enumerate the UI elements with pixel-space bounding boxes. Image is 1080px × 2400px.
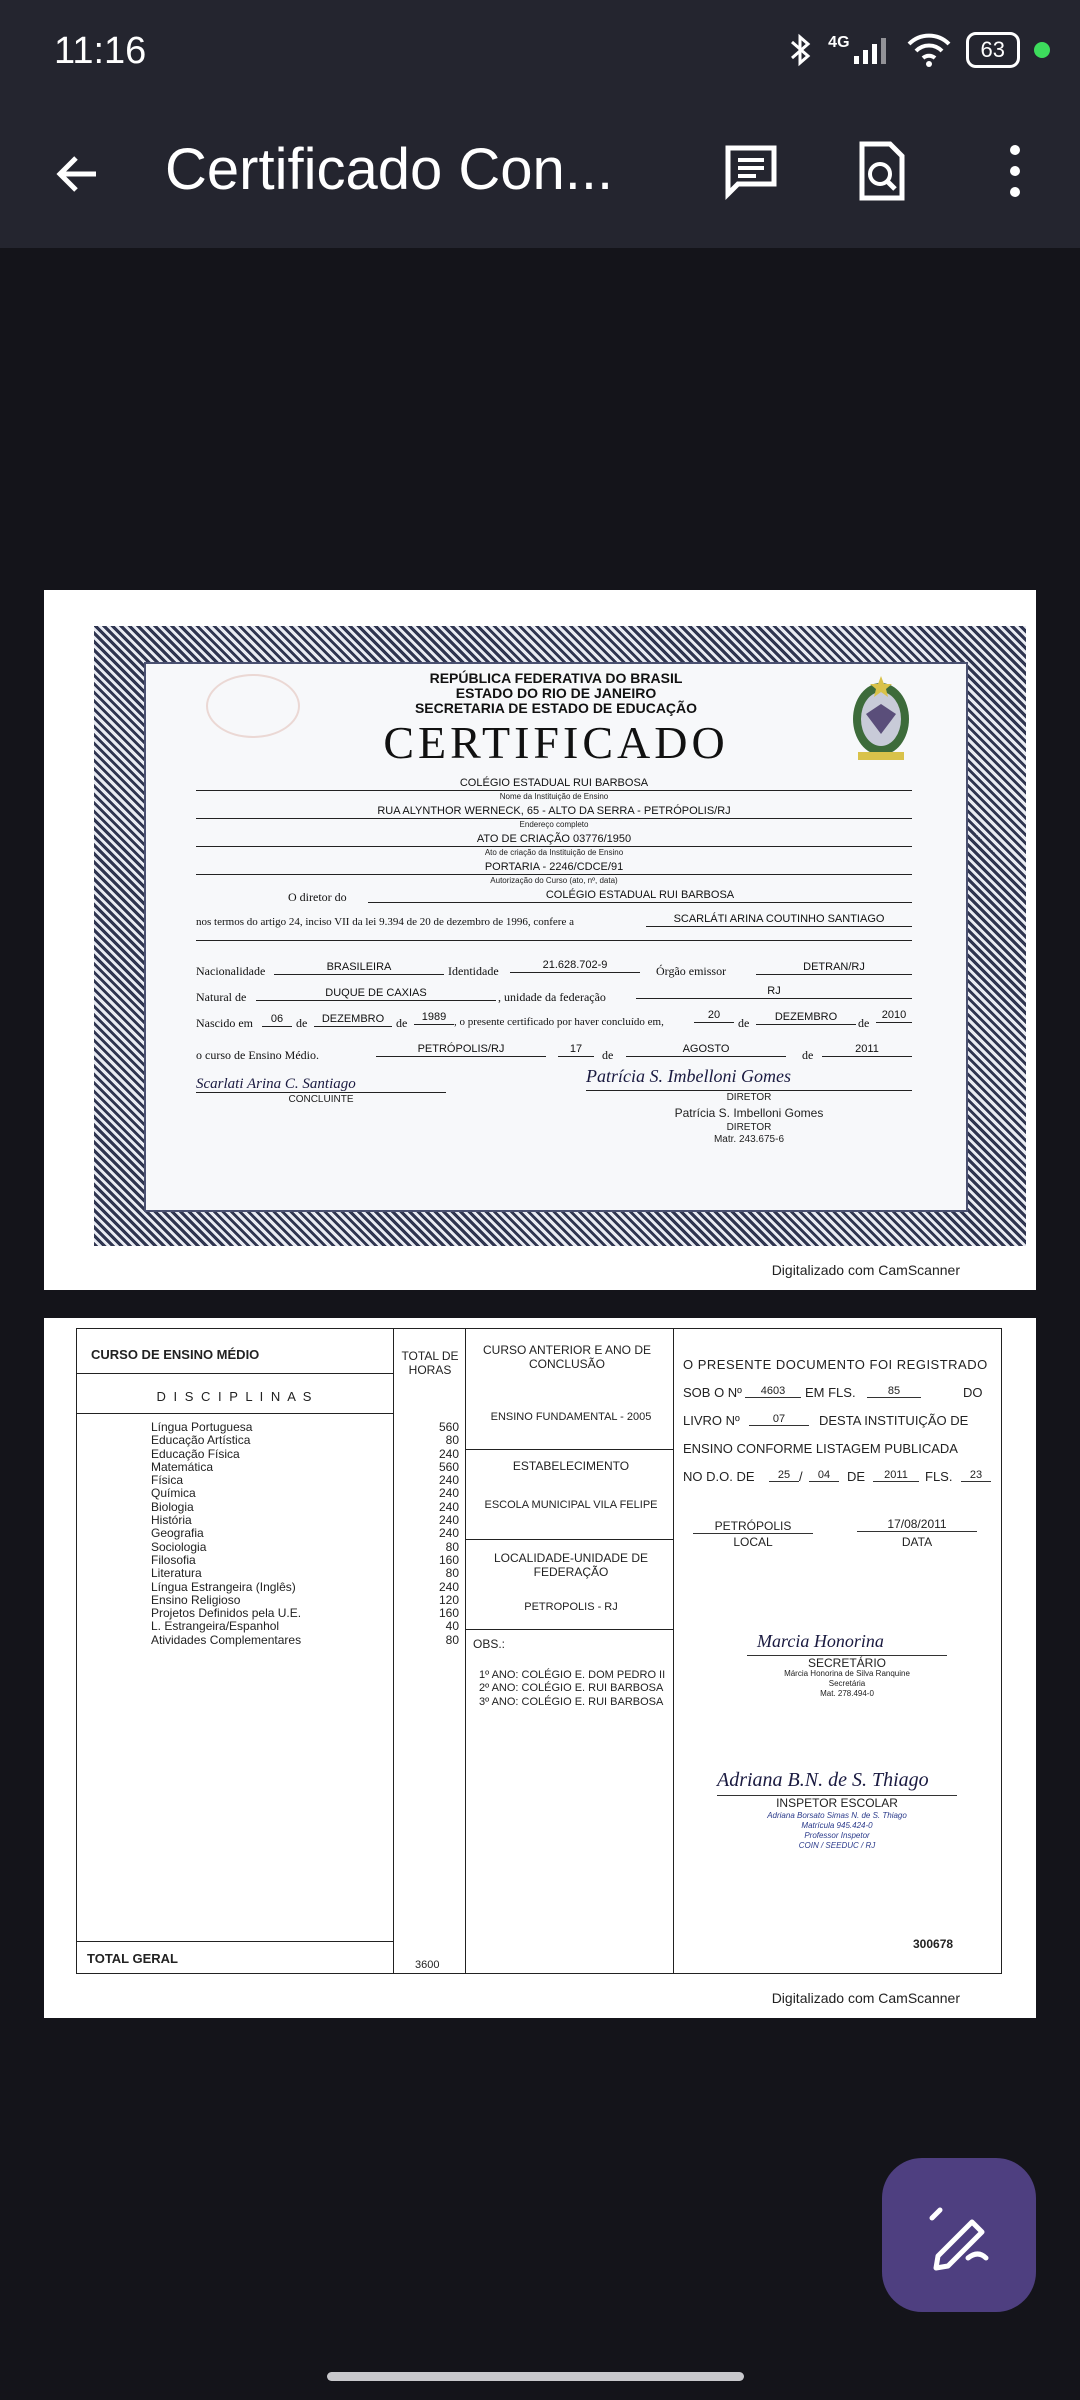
director-school: COLÉGIO ESTADUAL RUI BARBOSA	[368, 888, 912, 903]
school-name: COLÉGIO ESTADUAL RUI BARBOSA	[196, 776, 912, 791]
hours-item: 240	[438, 1513, 459, 1528]
hours-item: 160	[438, 1606, 459, 1621]
registry-livro-label: LIVRO Nº	[683, 1413, 740, 1428]
comment-icon[interactable]	[720, 140, 782, 202]
discipline-item: Atividades Complementares	[151, 1632, 302, 1647]
issuer-label: Órgão emissor	[656, 964, 727, 978]
discipline-item: Biologia	[151, 1499, 194, 1514]
search-document-icon[interactable]	[852, 140, 912, 202]
hours-item: 240	[438, 1473, 459, 1488]
act-caption: Ato de criação da Instituição de Ensino	[484, 848, 624, 857]
discipline-item: Literatura	[151, 1566, 202, 1581]
document-page-2[interactable]	[44, 1318, 1036, 2018]
hours-title: TOTAL DE HORAS	[401, 1349, 459, 1377]
de-5: de	[602, 1048, 614, 1062]
hours-item: 240	[438, 1526, 459, 1541]
registry-sob-label: SOB O Nº	[683, 1385, 742, 1400]
grid-divider	[465, 1329, 466, 1973]
registry-fls: 85	[867, 1385, 921, 1398]
discipline-item: Projetos Definidos pela U.E.	[151, 1606, 302, 1621]
back-arrow-icon[interactable]	[50, 146, 106, 202]
registry-do-date-label: NO D.O. DE	[683, 1469, 755, 1484]
school-caption: Nome da Instituição de Ensino	[499, 792, 609, 801]
secretary-role: Secretária	[828, 1679, 866, 1688]
director-stamp-matr: Matr. 243.675-6	[713, 1134, 785, 1145]
concluded-month: DEZEMBRO	[756, 1010, 856, 1025]
registry-line-4: ENSINO CONFORME LISTAGEM PUBLICADA	[683, 1441, 958, 1456]
grid-divider	[465, 1629, 673, 1630]
status-icons	[788, 32, 1050, 68]
discipline-item: Química	[151, 1486, 196, 1501]
discipline-item: Língua Estrangeira (Inglês)	[151, 1579, 296, 1594]
director-stamp-name: Patrícia S. Imbelloni Gomes	[674, 1106, 824, 1120]
portaria: PORTARIA - 2246/CDCE/91	[196, 860, 912, 875]
bluetooth-icon	[788, 33, 814, 67]
certificate-body	[144, 662, 968, 1212]
law-text: nos termos do artigo 24, inciso VII da lei 9.394 de 20 de dezembro de 1996, confere a	[196, 916, 574, 928]
hours-item: 240	[438, 1579, 459, 1594]
inspector-info: Matrícula 945.424-0	[801, 1821, 873, 1830]
discipline-item: Língua Portuguesa	[151, 1420, 253, 1434]
discipline-item: Ensino Religioso	[151, 1592, 241, 1607]
wifi-icon	[906, 33, 952, 67]
born-month: DEZEMBRO	[314, 1012, 392, 1027]
prev-course-title: CURSO ANTERIOR E ANO DE CONCLUSÃO	[482, 1343, 652, 1371]
course-text: o curso de Ensino Médio.	[196, 1048, 319, 1062]
obs-list	[479, 1669, 665, 1709]
estab-value: ESCOLA MUNICIPAL VILA FELIPE	[484, 1499, 658, 1511]
discipline-item: História	[151, 1513, 192, 1528]
concluded-day: 20	[694, 1008, 734, 1023]
director-label: O diretor do	[288, 890, 347, 904]
obs-title: OBS.:	[473, 1637, 506, 1651]
place-value: PETRÓPOLIS	[693, 1519, 813, 1534]
header-republic: REPÚBLICA FEDERATIVA DO BRASIL	[429, 670, 683, 686]
inspector-role: Professor Inspetor	[804, 1831, 870, 1840]
registry-do-label: DO	[963, 1385, 983, 1400]
hours-list	[397, 1421, 459, 1647]
discipline-item: Sociologia	[151, 1539, 207, 1554]
document-title: Certificado Con...	[165, 137, 614, 202]
total-label: TOTAL GERAL	[87, 1951, 178, 1966]
registry-line-1: O PRESENTE DOCUMENTO FOI REGISTRADO	[683, 1357, 988, 1372]
signal-icon	[852, 34, 892, 66]
obs-item: 1º ANO: COLÉGIO E. DOM PEDRO II	[479, 1669, 666, 1681]
hours-item: 80	[445, 1539, 459, 1554]
transcript-table: CURSO DE ENSINO MÉDIO D I S C I P L I N A S TOTAL DE HORAS Língua Portuguesa Educação Artística Educação Física Matemática Física Química Biologia História Geografia Sociologia Filosofia Literatura Língua Estrangeira (Inglês) Ensino Religioso Projetos Definidos pela U.E. L. Estrangeira/Espanhol Atividades Complementares 560 80 240 560 240 240 240 240 240 80 160 80 240 120 160 40 80 TOTAL GERAL 3600 CURSO ANTERIOR E ANO DE CONCLUSÃO ENSINO FUNDAMENTAL - 2005 ESTABELECIMENTO ESCOLA MUNICIPAL VILA FELIPE LOCALIDADE-UNIDADE DE FEDERAÇÃO PETROPOLIS - RJ OBS.: 1º ANO: COLÉGIO E. DOM PEDRO II 2º ANO: COLÉGIO E. RUI BARBOSA 3º ANO: COLÉGIO E. RUI BARBOSA O PRESENTE DOCUMENTO FOI REGISTRADO SOB O Nº 4603 EM FLS. 85 DO LIVRO Nº 07 DESTA INSTITUIÇÃO DE ENSINO CONFORME LISTAGEM PUBLICADA NO D.O. DE 25 / 04 DE 2011 FLS. 23 PETRÓPOLIS LOCAL 17/08/2011 DATA Marcia Honorina SECRETÁRIO Márcia Honorina de Silva Ranquine Secretária Mat. 278.494-0 Adriana B.N. de S. Thiago INSPETOR ESCOLAR Adriana Borsato Simas N. de S. Thiago Matrícula 945.424-0 Professor Inspetor COIN / SEEDUC / RJ 300678	[76, 1328, 1002, 1974]
student-signature: Scarlati Arina C. Santiago	[196, 1076, 356, 1092]
hours-item: 160	[438, 1552, 459, 1567]
concluded-year: 2010	[876, 1008, 912, 1023]
born-year: 1989	[414, 1010, 454, 1025]
discipline-item: L. Estrangeira/Espanhol	[151, 1619, 280, 1634]
date-year: 2011	[822, 1042, 912, 1057]
de-1: de	[296, 1016, 308, 1030]
director-signature: Patrícia S. Imbelloni Gomes	[586, 1066, 791, 1086]
secretary-name: Márcia Honorina de Silva Ranquine	[784, 1669, 910, 1678]
header-state: ESTADO DO RIO DE JANEIRO	[455, 685, 657, 701]
hours-item: 120	[438, 1592, 459, 1607]
de-2: de	[396, 1016, 408, 1030]
blank-line	[196, 940, 912, 941]
hours-item: 80	[445, 1566, 459, 1581]
identity-value: 21.628.702-9	[510, 958, 640, 973]
de-4: de	[858, 1016, 870, 1030]
hours-item: 40	[445, 1619, 459, 1634]
registry-line-3: DESTA INSTITUIÇÃO DE	[819, 1413, 969, 1428]
place-value: PETRÓPOLIS/RJ	[376, 1042, 546, 1057]
inspector-label: INSPETOR ESCOLAR	[717, 1795, 957, 1810]
de-6: de	[802, 1048, 814, 1062]
hours-item: 560	[438, 1420, 459, 1434]
de-3: de	[738, 1016, 750, 1030]
do-fls: 23	[961, 1469, 991, 1482]
do-fls-label: FLS.	[925, 1469, 953, 1484]
natural-value: DUQUE DE CAXIAS	[256, 986, 496, 1001]
inspector-coord: COIN / SEEDUC / RJ	[798, 1841, 876, 1850]
discipline-item: Geografia	[151, 1526, 204, 1541]
app-toolbar	[0, 110, 1080, 248]
hours-item: 80	[445, 1632, 459, 1647]
document-number: 300678	[913, 1937, 954, 1951]
grid-divider	[77, 1941, 393, 1942]
concluded-text: , o presente certificado por haver concluído em,	[454, 1016, 664, 1028]
nationality-value: BRASILEIRA	[274, 960, 444, 975]
discipline-item: Educação Artística	[151, 1433, 251, 1448]
pen-edit-icon	[882, 2158, 1036, 2312]
director-stamp-role: DIRETOR	[726, 1122, 772, 1133]
do-day: 25	[769, 1469, 799, 1482]
concluinte-label: CONCLUINTE	[288, 1094, 354, 1105]
disciplines-list	[151, 1421, 301, 1647]
inspector-name: Adriana Borsato Simas N. de S. Thiago	[767, 1811, 907, 1820]
more-vert-icon[interactable]	[1000, 140, 1030, 202]
date-label: DATA	[901, 1535, 933, 1549]
do-de-label: DE	[847, 1469, 866, 1484]
hours-item: 80	[445, 1433, 459, 1448]
discipline-item: Filosofia	[151, 1552, 196, 1567]
secretary-label: SECRETÁRIO	[747, 1655, 947, 1670]
status-time: 11:16	[54, 30, 147, 72]
header-secretariat: SECRETARIA DE ESTADO DE EDUCAÇÃO	[414, 700, 698, 716]
registry-em-fls-label: EM FLS.	[805, 1385, 856, 1400]
discipline-item: Física	[151, 1473, 184, 1488]
estab-title: ESTABELECIMENTO	[512, 1459, 630, 1473]
grid-divider	[465, 1449, 673, 1450]
issuer-value: DETRAN/RJ	[756, 960, 912, 975]
document-page-1[interactable]	[44, 590, 1036, 1290]
grid-divider	[77, 1373, 393, 1374]
network-type-label: 4G	[828, 34, 850, 51]
obs-item: 2º ANO: COLÉGIO E. RUI BARBOSA	[479, 1682, 664, 1695]
school-address: RUA ALYNTHOR WERNECK, 65 - ALTO DA SERRA - PETRÓPOLIS/RJ	[196, 804, 912, 819]
uf-label: , unidade da federação	[498, 990, 606, 1004]
registry-livro-num: 07	[749, 1413, 809, 1426]
uf-value: RJ	[636, 984, 912, 999]
prev-course: ENSINO FUNDAMENTAL - 2005	[490, 1411, 652, 1423]
do-month: 04	[809, 1469, 839, 1482]
gesture-home-bar[interactable]	[327, 2372, 744, 2381]
student-name: SCARLÁTI ARINA COUTINHO SANTIAGO	[646, 912, 912, 927]
date-value: 17/08/2011	[857, 1517, 977, 1532]
local-title: LOCALIDADE-UNIDADE DE FEDERAÇÃO	[493, 1551, 649, 1579]
camscanner-watermark: Digitalizado com CamScanner	[771, 1990, 960, 2006]
grid-divider	[393, 1329, 394, 1973]
hours-item: 560	[438, 1459, 459, 1474]
disciplines-title: D I S C I P L I N A S	[156, 1389, 314, 1404]
local-value: PETROPOLIS - RJ	[524, 1601, 618, 1613]
battery-indicator: 63	[966, 32, 1020, 68]
grid-divider	[673, 1329, 674, 1973]
diretor-label: DIRETOR	[726, 1092, 772, 1103]
date-day: 17	[558, 1042, 594, 1057]
do-year: 2011	[873, 1469, 919, 1482]
registry-number: 4603	[745, 1385, 801, 1398]
place-label: LOCAL	[733, 1535, 773, 1549]
hours-item: 240	[438, 1486, 459, 1501]
status-bar	[0, 0, 1080, 110]
director-sign-line	[586, 1072, 912, 1091]
total-hours: 3600	[415, 1959, 440, 1971]
inspector-signature: Adriana B.N. de S. Thiago	[717, 1769, 929, 1791]
hours-item: 240	[438, 1499, 459, 1514]
grid-divider	[465, 1539, 673, 1540]
secretary-signature: Marcia Honorina	[757, 1631, 884, 1651]
edit-fab-button[interactable]	[882, 2158, 1036, 2312]
portaria-caption: Autorização do Curso (ato, nº, data)	[490, 876, 618, 885]
date-month: AGOSTO	[626, 1042, 786, 1057]
grid-divider	[77, 1413, 393, 1414]
recording-dot-icon	[1034, 42, 1050, 58]
nationality-label: Nacionalidade	[196, 964, 266, 978]
course-title: CURSO DE ENSINO MÉDIO	[91, 1347, 260, 1362]
address-caption: Endereço completo	[519, 820, 589, 829]
obs-item: 3º ANO: COLÉGIO E. RUI BARBOSA	[479, 1695, 664, 1708]
identity-label: Identidade	[448, 964, 499, 978]
student-sign-line	[196, 1076, 446, 1093]
discipline-item: Matemática	[151, 1459, 214, 1474]
creation-act: ATO DE CRIAÇÃO 03776/1950	[196, 832, 912, 847]
hours-item: 240	[438, 1446, 459, 1461]
born-day: 06	[262, 1012, 292, 1027]
born-label: Nascido em	[196, 1016, 253, 1030]
certificate-title: CERTIFICADO	[383, 717, 729, 768]
secretary-matr: Mat. 278.494-0	[820, 1689, 874, 1698]
camscanner-watermark: Digitalizado com CamScanner	[771, 1262, 960, 1278]
natural-label: Natural de	[196, 990, 247, 1004]
discipline-item: Educação Física	[151, 1446, 240, 1461]
